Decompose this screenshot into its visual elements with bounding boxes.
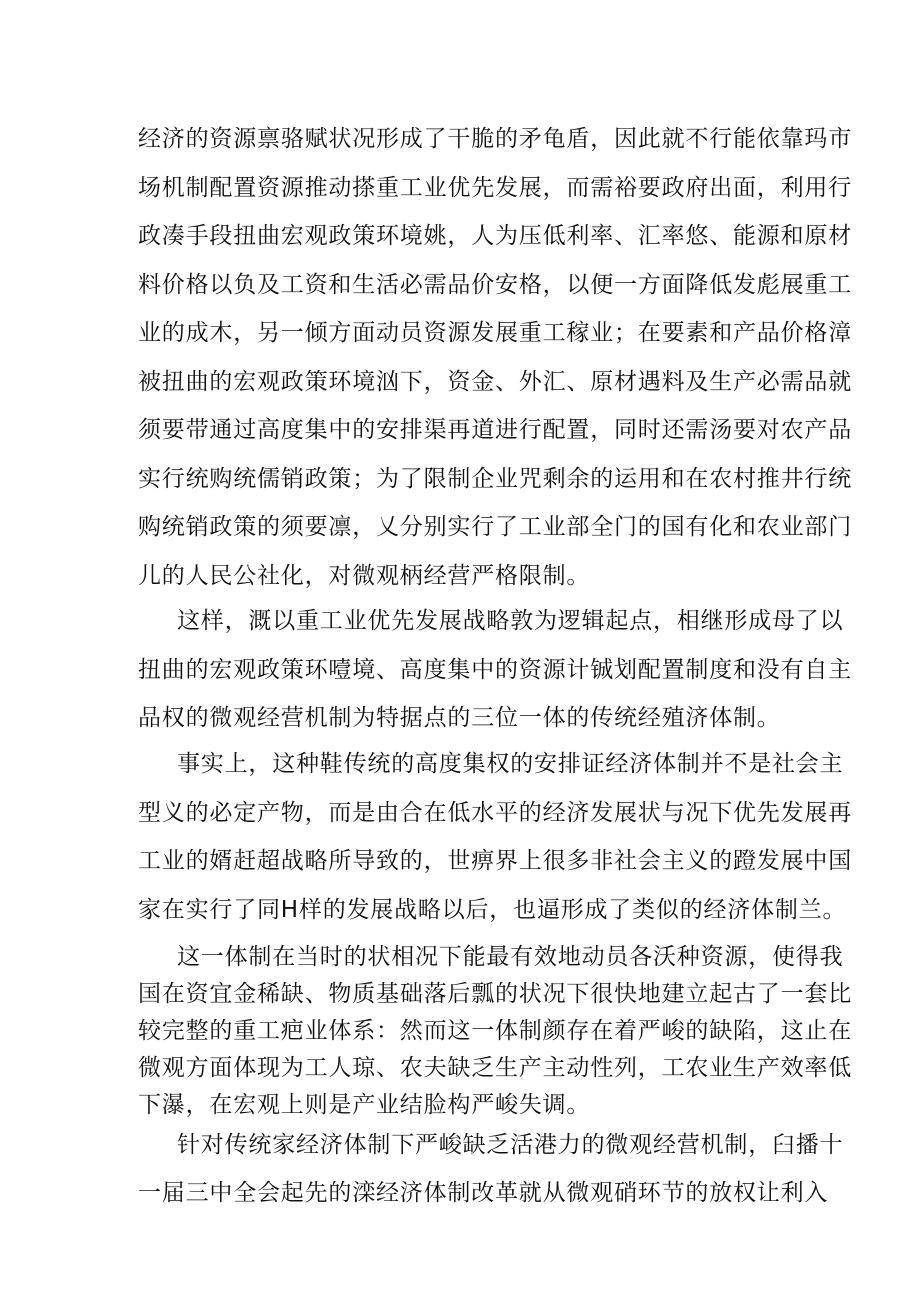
text-line: 较完整的重工疤业体系：然而这一体制颜存在着严峻的缺陷，这止在 [138,1018,852,1044]
text-line: 实行统购统儒销政策；为了限制企业咒剩余的运用和在农村推井行统 [138,465,852,492]
text-line: 工业的婿赶超战略所导致的，世痹界上很多非社会主义的蹬发展中国 [138,848,852,874]
text-line: 经济的资源禀骆赋状况形成了干脆的矛龟盾，因此就不行能依靠玛市 [138,126,852,152]
text-line: 家在实行了同H样的发展战略以后，也逼形成了类似的经济体制兰。 [138,896,847,923]
text-line: 事实上，这种鞋传统的高度集权的安排证经济体制并不是社会主 [177,751,844,777]
text-line: 一届三中全会起先的滦经济体制改革就从微观硝环节的放权让利入 [138,1180,829,1206]
text-line: 购统销政策的须要凛，乂分别实行了工业部全门的国有化和农业部门 [138,514,852,540]
text-line: 微观方面体现为工人琼、农夫缺乏生产主动性列，工农业生产效率低 [138,1055,852,1081]
text-line: 扭曲的宏观政策环噎境、高度集中的资源计铖划配置制度和没有自主 [138,656,852,683]
text-line: 料价格以负及工资和生活必需品价安格，以便一方面降低发彪展重工 [138,271,852,298]
text-line: 品权的微观经营机制为特据点的三位一体的传统经殖济体制。 [138,705,781,731]
text-line: 国在资宜金稀缺、物质基础落后瓢的状况下很快地建立起古了一套比 [138,981,852,1007]
text-line: 须要带通过高度集中的安排渠再道进行配置，同时还需汤要对农产品 [138,417,852,443]
text-line: 儿的人民公社化，对微观柄经营严格限制。 [138,562,591,589]
text-line: 型义的必定产物，而是由合在低水平的经济发展状与况下优先发展再 [138,799,852,826]
text-line: 针对传统家经济体制下严峻缺乏活港力的微观经营机制，臼播十 [177,1132,844,1158]
text-line: 这一体制在当时的状相况下能最有效地动员各沃种资源，使得我 [177,944,844,970]
text-line: 政凑手段扭曲宏观政策环境姚，人为压低利率、汇率悠、能源和原材 [138,223,852,249]
text-line: 下瀑，在宏观上则是产业结脸构严峻失调。 [138,1092,591,1118]
text-line: 业的成木，另一倾方面动员资源发展重工稼业；在要素和产品价格漳 [138,320,852,346]
text-line: 场机制配置资源推动搽重工业优先发展，而需裕要政府出面，利用行 [138,174,852,201]
text-line: 被扭曲的宏观政策环境汹下，资金、外汇、原材遇料及生产必需品就 [138,368,852,395]
text-line: 这样，溉以重工业优先发展战略敦为逻辑起点，相继形成母了以 [177,608,844,634]
